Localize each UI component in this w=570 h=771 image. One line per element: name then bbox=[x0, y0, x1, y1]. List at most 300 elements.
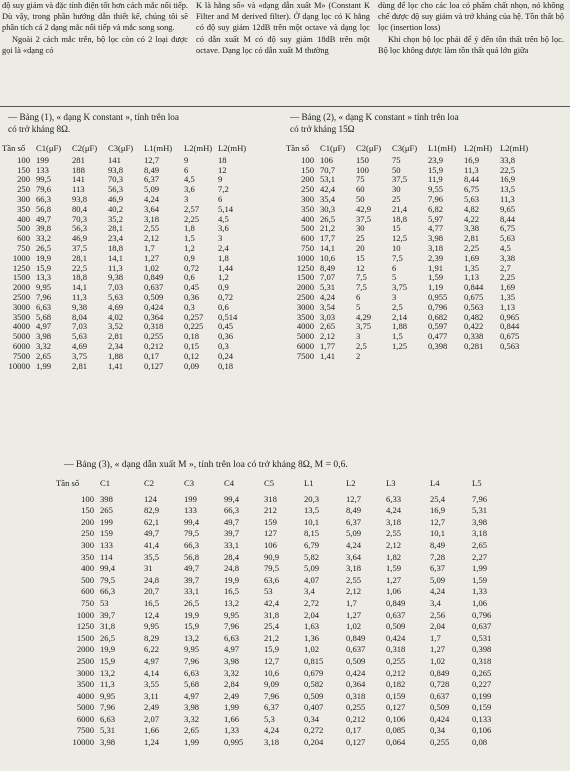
value-cell: 79,6 bbox=[36, 184, 52, 195]
value-cell: 1,88 bbox=[108, 350, 124, 361]
frequency-cell: 150 bbox=[81, 505, 94, 516]
value-cell: 0,72 bbox=[184, 262, 200, 273]
value-cell: 66,3 bbox=[100, 586, 116, 597]
table-row bbox=[56, 714, 512, 726]
frequency-cell: 10000 bbox=[8, 360, 30, 371]
value-cell: 7,5 bbox=[356, 282, 367, 293]
value-cell: 23,4 bbox=[108, 233, 124, 244]
value-cell: 62,1 bbox=[144, 516, 160, 527]
value-cell: 106 bbox=[320, 154, 333, 165]
value-cell: 3,4 bbox=[304, 586, 315, 597]
value-cell: 5,3 bbox=[264, 713, 275, 724]
value-cell: 3,11 bbox=[144, 690, 159, 701]
value-cell: 0,995 bbox=[224, 737, 244, 748]
value-cell: 7,96 bbox=[184, 655, 200, 666]
column-header: C5 bbox=[264, 478, 275, 488]
value-cell: 3 bbox=[218, 233, 223, 244]
value-cell: 0,257 bbox=[184, 311, 204, 322]
frequency-cell: 1500 bbox=[12, 272, 30, 283]
value-cell: 53 bbox=[264, 586, 273, 597]
value-cell: 1,91 bbox=[428, 262, 444, 273]
value-cell: 8,49 bbox=[144, 164, 160, 175]
value-cell: 100 bbox=[356, 164, 369, 175]
value-cell: 1,44 bbox=[218, 262, 234, 273]
value-cell: 0,212 bbox=[346, 713, 366, 724]
column-header: C2 bbox=[144, 478, 155, 488]
value-cell: 0,728 bbox=[430, 679, 450, 690]
value-cell: 1,66 bbox=[144, 725, 160, 736]
value-cell: 2,39 bbox=[428, 252, 444, 263]
value-cell: 4,22 bbox=[464, 213, 480, 224]
table3 bbox=[56, 478, 512, 749]
value-cell: 0,844 bbox=[464, 282, 484, 293]
column-header: L4 bbox=[430, 478, 440, 488]
value-cell: 0,127 bbox=[386, 702, 406, 713]
value-cell: 0,15 bbox=[184, 340, 200, 351]
value-cell: 7,5 bbox=[356, 272, 367, 283]
caption-line: có trở kháng 8Ω. bbox=[8, 123, 71, 134]
value-cell: 0,281 bbox=[464, 340, 484, 351]
table-row bbox=[56, 737, 512, 749]
value-cell: 5,09 bbox=[144, 184, 160, 195]
table-row bbox=[56, 586, 512, 598]
value-cell: 0,12 bbox=[184, 350, 200, 361]
value-cell: 1,02 bbox=[304, 644, 320, 655]
value-cell: 9,95 bbox=[184, 644, 200, 655]
value-cell: 28,1 bbox=[72, 252, 88, 263]
value-cell: 2,07 bbox=[144, 713, 160, 724]
frequency-cell: 3500 bbox=[76, 679, 94, 690]
value-cell: 7,96 bbox=[36, 291, 52, 302]
column-header: L1(mH) bbox=[144, 143, 173, 153]
value-cell: 16,5 bbox=[224, 586, 240, 597]
column-header: Tần số bbox=[56, 478, 80, 488]
value-cell: 2,81 bbox=[464, 233, 480, 244]
value-cell: 21,2 bbox=[264, 632, 280, 643]
value-cell: 79,5 bbox=[184, 528, 200, 539]
value-cell: 7,03 bbox=[108, 282, 124, 293]
value-cell: 79,5 bbox=[264, 563, 280, 574]
value-cell: 2,12 bbox=[144, 233, 160, 244]
value-cell: 28,4 bbox=[224, 551, 240, 562]
value-cell: 75 bbox=[356, 174, 365, 185]
column-header: C3(μF) bbox=[392, 143, 418, 153]
value-cell: 281 bbox=[72, 154, 85, 165]
value-cell: 1,27 bbox=[346, 609, 362, 620]
divider bbox=[0, 106, 570, 107]
value-cell: 12,7 bbox=[346, 493, 362, 504]
value-cell: 188 bbox=[72, 164, 85, 175]
value-cell: 39,7 bbox=[224, 528, 240, 539]
intro-column-2 bbox=[196, 0, 370, 56]
value-cell: 3,6 bbox=[184, 184, 195, 195]
value-cell: 1,7 bbox=[144, 242, 155, 253]
value-cell: 4,5 bbox=[184, 174, 195, 185]
value-cell: 2,55 bbox=[386, 528, 402, 539]
table-row bbox=[56, 494, 512, 506]
value-cell: 5,68 bbox=[184, 679, 200, 690]
column-header: C1(μF) bbox=[36, 143, 62, 153]
value-cell: 0,424 bbox=[144, 301, 164, 312]
frequency-cell: 4000 bbox=[12, 321, 30, 332]
value-cell: 3,18 bbox=[264, 737, 280, 748]
value-cell: 4,07 bbox=[304, 574, 320, 585]
value-cell: 0,127 bbox=[346, 737, 366, 748]
value-cell: 40,2 bbox=[108, 203, 124, 214]
value-cell: 6,33 bbox=[386, 493, 402, 504]
value-cell: 66,3 bbox=[184, 539, 200, 550]
value-cell: 4,97 bbox=[144, 655, 160, 666]
frequency-cell: 1000 bbox=[12, 252, 30, 263]
value-cell: 3,54 bbox=[320, 301, 336, 312]
table-row bbox=[56, 679, 512, 691]
value-cell: 2,14 bbox=[392, 311, 408, 322]
value-cell: 12,7 bbox=[264, 655, 280, 666]
frequency-cell: 350 bbox=[17, 203, 30, 214]
value-cell: 11,3 bbox=[500, 193, 515, 204]
value-cell: 0,422 bbox=[464, 321, 484, 332]
value-cell: 26,5 bbox=[100, 632, 116, 643]
value-cell: 1,5 bbox=[184, 233, 195, 244]
value-cell: 1,88 bbox=[392, 321, 408, 332]
value-cell: 1,06 bbox=[386, 586, 402, 597]
frequency-cell: 200 bbox=[301, 174, 314, 185]
value-cell: 3,32 bbox=[36, 340, 52, 351]
value-cell: 7,96 bbox=[264, 690, 280, 701]
table-row bbox=[56, 598, 512, 610]
value-cell: 9,65 bbox=[500, 203, 516, 214]
value-cell: 113 bbox=[72, 184, 85, 195]
value-cell: 0,255 bbox=[144, 331, 164, 342]
value-cell: 2,65 bbox=[36, 350, 52, 361]
value-cell: 35,2 bbox=[108, 213, 124, 224]
value-cell: 0,6 bbox=[218, 301, 229, 312]
value-cell: 5,09 bbox=[430, 574, 446, 585]
column-header: C3(μF) bbox=[108, 143, 134, 153]
value-cell: 31 bbox=[144, 563, 153, 574]
value-cell: 1,69 bbox=[464, 252, 480, 263]
frequency-cell: 500 bbox=[301, 223, 314, 234]
value-cell: 1,5 bbox=[392, 331, 403, 342]
frequency-cell: 600 bbox=[81, 586, 94, 597]
frequency-cell: 1500 bbox=[296, 272, 314, 283]
value-cell: 0,318 bbox=[346, 690, 366, 701]
value-cell: 199 bbox=[184, 493, 197, 504]
value-cell: 6 bbox=[392, 262, 397, 273]
table-row bbox=[56, 644, 512, 656]
value-cell: 5,31 bbox=[100, 725, 116, 736]
value-cell: 4,24 bbox=[346, 539, 362, 550]
frequency-cell: 6000 bbox=[12, 340, 30, 351]
value-cell: 13,5 bbox=[500, 184, 516, 195]
value-cell: 5,63 bbox=[108, 291, 124, 302]
value-cell: 80,4 bbox=[72, 203, 88, 214]
value-cell bbox=[500, 352, 536, 362]
frequency-cell: 4000 bbox=[76, 690, 94, 701]
value-cell: 4,97 bbox=[36, 321, 52, 332]
value-cell: 0,398 bbox=[428, 340, 448, 351]
value-cell: 0,159 bbox=[386, 690, 406, 701]
value-cell: 9,38 bbox=[108, 272, 124, 283]
value-cell: 0,398 bbox=[472, 644, 492, 655]
value-cell: 1,02 bbox=[346, 621, 362, 632]
value-cell: 21,4 bbox=[392, 203, 408, 214]
table-row bbox=[56, 725, 512, 737]
table-row bbox=[56, 691, 512, 703]
value-cell: 15,9 bbox=[264, 644, 280, 655]
value-cell: 3,4 bbox=[430, 597, 441, 608]
value-cell: 6 bbox=[218, 193, 223, 204]
value-cell: 0,6 bbox=[184, 272, 195, 283]
value-cell: 12,7 bbox=[430, 516, 446, 527]
value-cell: 0,085 bbox=[386, 725, 406, 736]
value-cell: 2,25 bbox=[464, 242, 480, 253]
value-cell: 1,25 bbox=[392, 340, 408, 351]
value-cell: 26,5 bbox=[320, 213, 336, 224]
table-row bbox=[56, 528, 512, 540]
value-cell: 0,796 bbox=[428, 301, 448, 312]
value-cell: 30 bbox=[392, 184, 401, 195]
value-cell: 10,6 bbox=[320, 252, 336, 263]
value-cell: 0,509 bbox=[430, 702, 450, 713]
value-cell: 37,5 bbox=[392, 174, 408, 185]
value-cell: 2,5 bbox=[356, 340, 367, 351]
value-cell: 2,27 bbox=[472, 551, 488, 562]
value-cell: 141 bbox=[72, 174, 85, 185]
value-cell: 0,849 bbox=[144, 272, 164, 283]
frequency-cell: 7500 bbox=[12, 350, 30, 361]
value-cell: 0,255 bbox=[386, 655, 406, 666]
frequency-cell: 5000 bbox=[76, 702, 94, 713]
value-cell: 0,675 bbox=[500, 331, 520, 342]
value-cell: 0,509 bbox=[304, 690, 324, 701]
value-cell bbox=[428, 352, 464, 362]
value-cell: 6,63 bbox=[100, 713, 116, 724]
table-row bbox=[56, 610, 512, 622]
frequency-cell: 2000 bbox=[76, 644, 94, 655]
value-cell: 0,272 bbox=[304, 725, 324, 736]
value-cell: 66,3 bbox=[36, 193, 52, 204]
value-cell: 33,1 bbox=[184, 586, 200, 597]
frequency-cell: 250 bbox=[17, 184, 30, 195]
value-cell: 18 bbox=[218, 154, 227, 165]
value-cell: 49,7 bbox=[36, 213, 52, 224]
value-cell: 99,4 bbox=[224, 493, 240, 504]
value-cell: 3,18 bbox=[472, 528, 488, 539]
value-cell: 1,27 bbox=[144, 252, 160, 263]
value-cell: 4,69 bbox=[72, 340, 88, 351]
value-cell: 2,7 bbox=[500, 262, 511, 273]
value-cell: 7,96 bbox=[100, 702, 116, 713]
frequency-cell: 1250 bbox=[12, 262, 30, 273]
value-cell: 4,5 bbox=[218, 213, 229, 224]
intro-column-1 bbox=[2, 0, 188, 56]
value-cell: 3,52 bbox=[108, 321, 124, 332]
frequency-cell: 150 bbox=[301, 164, 314, 175]
value-cell: 0,106 bbox=[472, 725, 492, 736]
value-cell: 12,5 bbox=[392, 233, 408, 244]
value-cell: 39,7 bbox=[184, 574, 200, 585]
value-cell: 2,84 bbox=[224, 679, 240, 690]
value-cell: 0,199 bbox=[472, 690, 492, 701]
value-cell: 0,08 bbox=[472, 737, 488, 748]
value-cell: 10,1 bbox=[304, 516, 320, 527]
frequency-cell: 4000 bbox=[296, 321, 314, 332]
value-cell: 60 bbox=[356, 184, 365, 195]
value-cell: 11,3 bbox=[464, 164, 479, 175]
value-cell: 199 bbox=[100, 516, 113, 527]
value-cell: 0,514 bbox=[218, 311, 238, 322]
value-cell: 46,9 bbox=[72, 233, 88, 244]
table-row bbox=[56, 540, 512, 552]
value-cell: 3,64 bbox=[144, 203, 160, 214]
value-cell: 106 bbox=[264, 539, 277, 550]
value-cell: 30,3 bbox=[320, 203, 336, 214]
value-cell: 13,2 bbox=[224, 597, 240, 608]
value-cell: 1,02 bbox=[144, 262, 160, 273]
caption-line: — Bảng (2), « dạng K constant » tính trên loa bbox=[290, 112, 459, 122]
value-cell: 0,106 bbox=[386, 713, 406, 724]
value-cell: 49,7 bbox=[184, 563, 200, 574]
value-cell: 0,679 bbox=[304, 667, 324, 678]
value-cell: 16,9 bbox=[464, 154, 480, 165]
frequency-cell: 6000 bbox=[296, 340, 314, 351]
value-cell: 124 bbox=[144, 493, 157, 504]
value-cell: 1,13 bbox=[464, 272, 480, 283]
column-header: L2(mH) bbox=[218, 143, 247, 153]
value-cell: 141 bbox=[108, 154, 121, 165]
value-cell: 0,849 bbox=[346, 632, 366, 643]
frequency-cell: 400 bbox=[17, 213, 30, 224]
column-header: C1 bbox=[100, 478, 111, 488]
value-cell: 1,41 bbox=[108, 360, 124, 371]
value-cell: 37,5 bbox=[356, 213, 372, 224]
frequency-cell: 600 bbox=[301, 233, 314, 244]
value-cell: 0,265 bbox=[472, 667, 492, 678]
frequency-cell: 500 bbox=[17, 223, 30, 234]
value-cell: 0,424 bbox=[386, 632, 406, 643]
frequency-cell: 7500 bbox=[76, 725, 94, 736]
value-cell: 7,28 bbox=[430, 551, 446, 562]
value-cell: 15,9 bbox=[36, 262, 52, 273]
value-cell: 0,9 bbox=[218, 282, 229, 293]
value-cell: 5,63 bbox=[72, 331, 88, 342]
value-cell: 6 bbox=[356, 291, 361, 302]
value-cell: 56,3 bbox=[72, 223, 88, 234]
value-cell: 7,5 bbox=[392, 252, 403, 263]
value-cell: 3,55 bbox=[144, 679, 160, 690]
value-cell: 42,9 bbox=[356, 203, 372, 214]
value-cell: 0,849 bbox=[386, 597, 406, 608]
value-cell: 4,24 bbox=[144, 193, 160, 204]
column-header: L3 bbox=[386, 478, 396, 488]
value-cell: 30 bbox=[356, 223, 365, 234]
value-cell: 49,7 bbox=[224, 516, 240, 527]
value-cell: 3,32 bbox=[224, 667, 240, 678]
value-cell: 5,68 bbox=[36, 311, 52, 322]
frequency-cell: 300 bbox=[17, 193, 30, 204]
value-cell: 1,36 bbox=[304, 632, 320, 643]
value-cell: 0,424 bbox=[430, 713, 450, 724]
value-cell: 3,75 bbox=[356, 321, 372, 332]
value-cell: 2,55 bbox=[346, 574, 362, 585]
value-cell: 0,509 bbox=[144, 291, 164, 302]
value-cell: 0,3 bbox=[184, 301, 195, 312]
value-cell: 2,5 bbox=[392, 301, 403, 312]
frequency-cell: 750 bbox=[17, 242, 30, 253]
value-cell: 2,55 bbox=[144, 223, 160, 234]
value-cell: 4,69 bbox=[108, 301, 124, 312]
value-cell: 1,7 bbox=[430, 632, 441, 643]
value-cell: 19,9 bbox=[224, 574, 240, 585]
frequency-cell: 250 bbox=[301, 184, 314, 195]
table-row bbox=[56, 656, 512, 668]
value-cell: 31,8 bbox=[100, 621, 116, 632]
value-cell: 1,8 bbox=[218, 252, 229, 263]
value-cell: 8,04 bbox=[72, 311, 88, 322]
value-cell: 5,97 bbox=[428, 213, 444, 224]
value-cell: 0,637 bbox=[346, 644, 366, 655]
value-cell: 2,25 bbox=[500, 272, 516, 283]
value-cell: 25,4 bbox=[264, 621, 280, 632]
value-cell: 7,96 bbox=[472, 493, 488, 504]
value-cell: 3,32 bbox=[184, 713, 200, 724]
intro-text bbox=[0, 0, 570, 104]
value-cell: 0,318 bbox=[144, 321, 164, 332]
value-cell: 1,41 bbox=[320, 350, 336, 361]
value-cell: 2,12 bbox=[386, 539, 402, 550]
caption-line: — Bảng (1), « dạng K constant », tính trên loa bbox=[8, 112, 179, 122]
value-cell: 0,064 bbox=[386, 737, 406, 748]
value-cell: 2,4 bbox=[218, 242, 229, 253]
value-cell: 12 bbox=[356, 262, 365, 273]
value-cell bbox=[392, 352, 428, 362]
value-cell: 6,75 bbox=[500, 223, 516, 234]
value-cell: 9 bbox=[218, 174, 223, 185]
value-cell: 24,8 bbox=[144, 574, 160, 585]
value-cell: 24,8 bbox=[224, 563, 240, 574]
value-cell: 3,98 bbox=[224, 655, 240, 666]
value-cell: 6,79 bbox=[304, 539, 320, 550]
value-cell: 199 bbox=[36, 154, 49, 165]
value-cell: 6,63 bbox=[184, 667, 200, 678]
column-header: C3 bbox=[184, 478, 195, 488]
column-header: Tần số bbox=[2, 143, 26, 153]
value-cell: 1,59 bbox=[428, 272, 444, 283]
value-cell: 1,24 bbox=[144, 737, 160, 748]
value-cell: 6,82 bbox=[428, 203, 444, 214]
frequency-cell: 5000 bbox=[12, 331, 30, 342]
value-cell: 42,4 bbox=[320, 184, 336, 195]
frequency-cell: 2500 bbox=[296, 291, 314, 302]
value-cell: 10,1 bbox=[430, 528, 446, 539]
value-cell: 133 bbox=[36, 164, 49, 175]
value-cell: 49,7 bbox=[144, 528, 160, 539]
value-cell: 0,318 bbox=[472, 655, 492, 666]
value-cell: 6,37 bbox=[264, 702, 280, 713]
value-cell: 99,4 bbox=[184, 516, 200, 527]
value-cell: 212 bbox=[264, 505, 277, 516]
table-row bbox=[56, 621, 512, 633]
value-cell: 14,1 bbox=[108, 252, 124, 263]
value-cell: 19,9 bbox=[100, 644, 116, 655]
value-cell: 31,8 bbox=[264, 609, 280, 620]
table-row bbox=[56, 563, 512, 575]
value-cell: 3,38 bbox=[500, 252, 516, 263]
value-cell: 0,675 bbox=[464, 291, 484, 302]
value-cell: 70,3 bbox=[72, 213, 88, 224]
value-cell: 0,34 bbox=[430, 725, 446, 736]
